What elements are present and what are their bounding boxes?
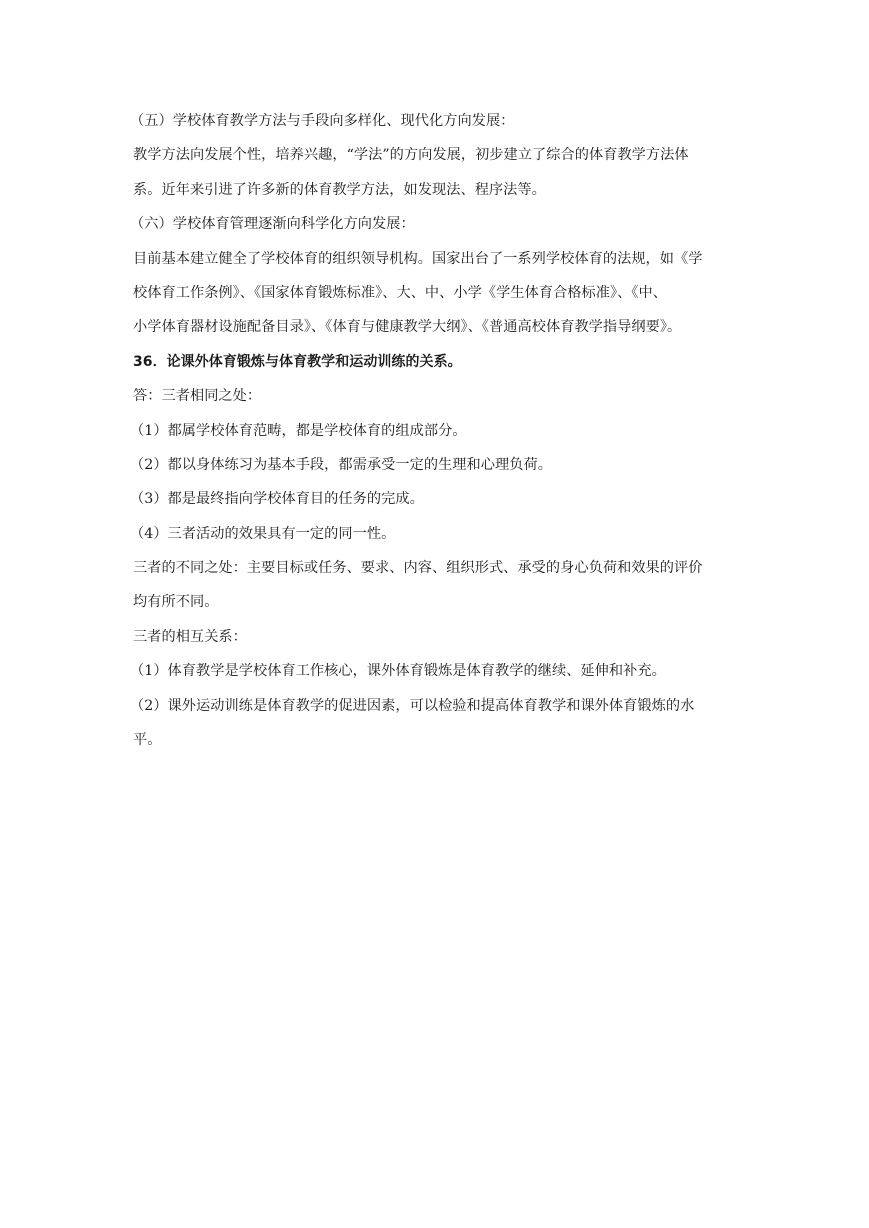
list-item: （2）都以身体练习为基本手段，都需承受一定的生理和心理负荷。 <box>130 456 552 473</box>
list-item: （1）体育教学是学校体育工作核心，课外体育锻炼是体育教学的继续、延伸和补充。 <box>130 663 666 680</box>
section-heading-5: （五）学校体育教学方法与手段向多样化、现代化方向发展： <box>130 113 515 129</box>
subheading: 三者的相互关系： <box>133 628 247 645</box>
question-heading-36: 36．论课外体育锻炼与体育教学和运动训练的关系。 <box>133 353 462 370</box>
paragraph-line: 均有所不同。 <box>133 594 219 611</box>
list-item: （2）课外运动训练是体育教学的促进因素，可以检验和提高体育教学和课外体育锻炼的水 <box>130 697 695 714</box>
list-item: （3）都是最终指向学校体育目的任务的完成。 <box>130 491 424 508</box>
list-item: （4）三者活动的效果具有一定的同一性。 <box>130 525 396 542</box>
paragraph-line: 三者的不同之处：主要目标或任务、要求、内容、组织形式、承受的身心负荷和效果的评价 <box>133 560 703 577</box>
answer-intro: 答：三者相同之处： <box>133 388 262 405</box>
section-heading-6: （六）学校体育管理逐渐向科学化方向发展： <box>130 216 415 233</box>
paragraph-line: 目前基本建立健全了学校体育的组织领导机构。国家出台了一系列学校体育的法规，如《学 <box>133 250 703 267</box>
paragraph-line: 校体育工作条例》、《国家体育锻炼标准》、大、中、小学《学生体育合格标准》、《中、 <box>133 284 668 301</box>
paragraph-line: 平。 <box>133 732 162 749</box>
list-item: （1）都属学校体育范畴，都是学校体育的组成部分。 <box>130 422 467 439</box>
document-page <box>130 104 743 757</box>
paragraph-line: 系。近年来引进了许多新的体育教学方法，如发现法、程序法等。 <box>133 181 546 198</box>
paragraph-line: 教学方法向发展个性，培养兴趣，“学法”的方向发展，初步建立了综合的体育教学方法体 <box>133 147 689 164</box>
paragraph-line: 小学体育器材设施配备目录》、《体育与健康教学大纲》、《普通高校体育教学指导纲要》。 <box>133 319 682 336</box>
